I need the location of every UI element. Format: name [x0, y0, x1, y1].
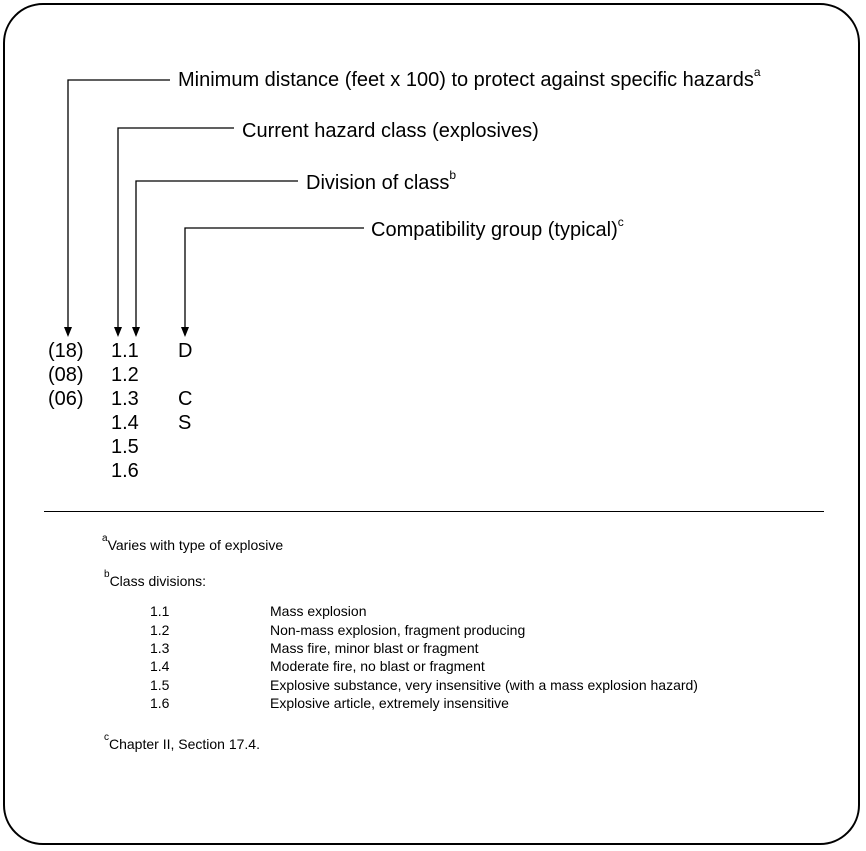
- class-value: 1.2: [111, 364, 139, 386]
- division-number: 1.2: [150, 622, 170, 638]
- class-value: 1.1: [111, 340, 139, 362]
- distance-value: (06): [48, 388, 84, 410]
- class-value: 1.4: [111, 412, 139, 434]
- footnote-mark-a: a: [753, 65, 761, 79]
- label-hazard-class-text: Current hazard class (explosives): [242, 120, 539, 142]
- footnote-c-mark: c: [104, 732, 109, 743]
- footnote-b-mark: b: [104, 569, 110, 580]
- footnote-a-mark: a: [102, 533, 108, 544]
- group-value: C: [178, 388, 193, 410]
- division-description: Non-mass explosion, fragment producing: [270, 622, 526, 638]
- group-value: D: [178, 340, 193, 362]
- division-number: 1.4: [150, 658, 170, 674]
- division-number: 1.1: [150, 603, 170, 619]
- division-number: 1.6: [150, 695, 170, 711]
- footnote-mark-c: c: [617, 215, 624, 229]
- division-description: Explosive substance, very insensitive (with a mass explosion hazard): [270, 677, 698, 693]
- division-number: 1.5: [150, 677, 170, 693]
- leader-division: [136, 181, 298, 335]
- footnote-mark-b: b: [449, 168, 457, 182]
- label-compat-group: [371, 215, 624, 244]
- label-min-distance-text: Minimum distance (feet x 100) to protect against specific hazards: [178, 69, 754, 91]
- class-value: 1.6: [111, 460, 139, 482]
- division-description: Explosive article, extremely insensitive: [270, 695, 509, 711]
- label-division: [306, 168, 457, 197]
- leader-compat-group: [185, 228, 364, 335]
- footnote-b: [104, 569, 207, 592]
- arrowhead-compat-group: [181, 327, 189, 337]
- division-number: 1.3: [150, 640, 170, 656]
- label-division-text: Division of class: [306, 172, 450, 194]
- footnote-c: [104, 732, 260, 755]
- label-min-distance: [178, 65, 761, 94]
- arrowhead-hazard-class: [114, 327, 122, 337]
- arrowhead-min-distance: [64, 327, 72, 337]
- leader-min-distance: [68, 80, 170, 335]
- class-value: 1.5: [111, 436, 139, 458]
- footnote-a: [102, 533, 284, 556]
- label-hazard-class: [242, 119, 539, 143]
- footnote-c-text: Chapter II, Section 17.4.: [109, 736, 260, 752]
- division-description: Mass explosion: [270, 603, 367, 619]
- division-description: Mass fire, minor blast or fragment: [270, 640, 479, 656]
- footnote-a-text: Varies with type of explosive: [107, 537, 284, 553]
- division-description: Moderate fire, no blast or fragment: [270, 658, 485, 674]
- group-value: S: [178, 412, 192, 434]
- distance-value: (18): [48, 340, 84, 362]
- class-value: 1.3: [111, 388, 139, 410]
- distance-value: (08): [48, 364, 84, 386]
- footnote-b-text: Class divisions:: [109, 573, 207, 589]
- footnote-divider: [44, 511, 824, 512]
- arrowhead-division: [132, 327, 140, 337]
- label-compat-group-text: Compatibility group (typical): [371, 219, 618, 241]
